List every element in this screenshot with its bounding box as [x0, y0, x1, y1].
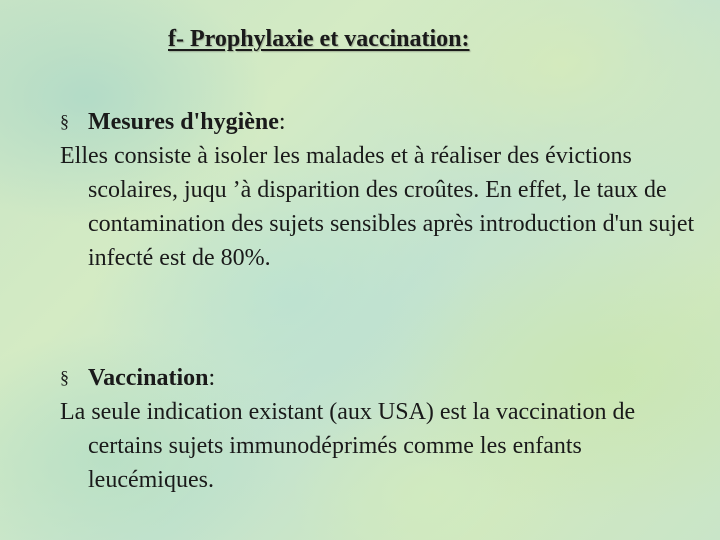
section-heading — [60, 360, 700, 395]
section-paragraph: La seule indication existant (aux USA) est la vaccination de certains sujets immunodéprimés comme les enfants leucémiques. — [60, 399, 636, 493]
section-paragraph: Elles consiste à isoler les malades et à réaliser des évictions scolaires, juqu ’à disparition des croûtes. En effet, le taux de contamination des sujets sensibles après introduction d'un sujet infecté est de 80%. — [60, 143, 695, 271]
bullet-icon: § — [60, 111, 69, 131]
bullet-icon: § — [60, 367, 69, 387]
heading-colon: : — [278, 109, 286, 135]
heading-label: Mesures d'hygiène — [88, 109, 279, 135]
heading-label: Vaccination — [88, 365, 209, 391]
slide-title: f- Prophylaxie et vaccination: — [168, 26, 470, 52]
section-vaccination — [60, 360, 700, 497]
heading-colon: : — [208, 365, 216, 391]
section-hygiene — [60, 104, 700, 275]
section-heading — [60, 104, 700, 139]
